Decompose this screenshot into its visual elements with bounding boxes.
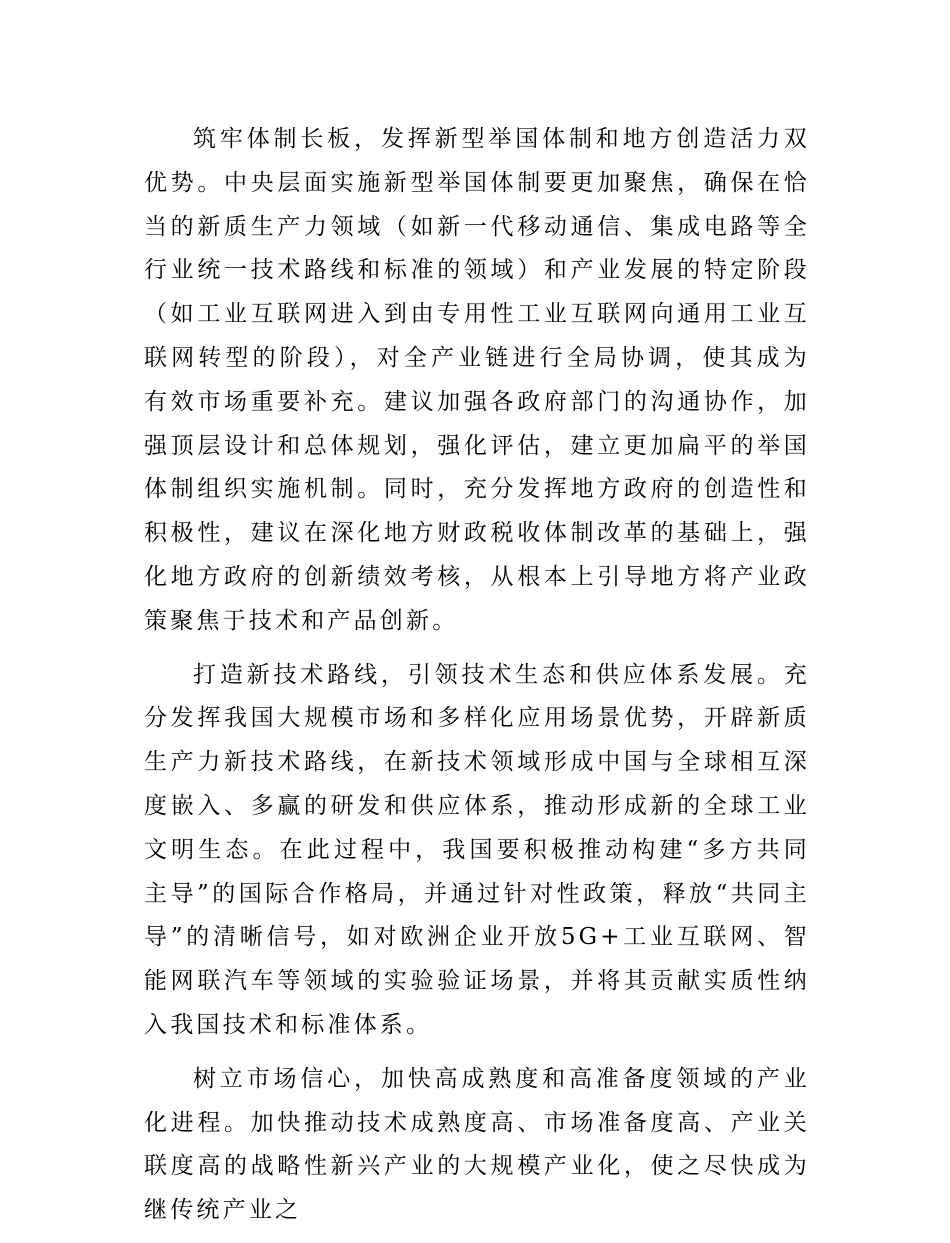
paragraph-new-technology-route: 打造新技术路线，引领技术生态和供应体系发展。充分发挥我国大规模市场和多样化应用场景优势，开辟新质生产力新技术路线，在新技术领域形成中国与全球相互深度嵌入、多赢的研发和供应体系，推动形成新的全球工业文明生态。在此过程中，我国要积极推动构建“多方共同主导”的国际合作格局，并通过针对性政策，释放“共同主导”的清晰信号，如对欧洲企业开放5G+工业互联网、智能网联汽车等领域的实验验证场景，并将其贡献实质性纳入我国技术和标准体系。 bbox=[144, 661, 810, 1038]
paragraph-market-confidence: 树立市场信心，加快高成熟度和高准备度领域的产业化进程。加快推动技术成熟度高、市场准备度高、产业关联度高的战略性新兴产业的大规模产业化，使之尽快成为继传统产业之 bbox=[144, 1065, 810, 1224]
paragraph-institutional-strength: 筑牢体制长板，发挥新型举国体制和地方创造活力双优势。中央层面实施新型举国体制要更加聚焦，确保在恰当的新质生产力领域（如新一代移动通信、集成电路等全行业统一技术路线和标准的领域）和产业发展的特定阶段（如工业互联网进入到由专用性工业互联网向通用工业互联网转型的阶段），对全产业链进行全局协调，使其成为有效市场重要补充。建议加强各政府部门的沟通协作，加强顶层设计和总体规划，强化评估，建立更加扁平的举国体制组织实施机制。同时，充分发挥地方政府的创造性和积极性，建议在深化地方财政税收体制改革的基础上，强化地方政府的创新绩效考核，从根本上引导地方将产业政策聚焦于技术和产品创新。 bbox=[144, 126, 810, 634]
document-body bbox=[144, 118, 810, 1243]
